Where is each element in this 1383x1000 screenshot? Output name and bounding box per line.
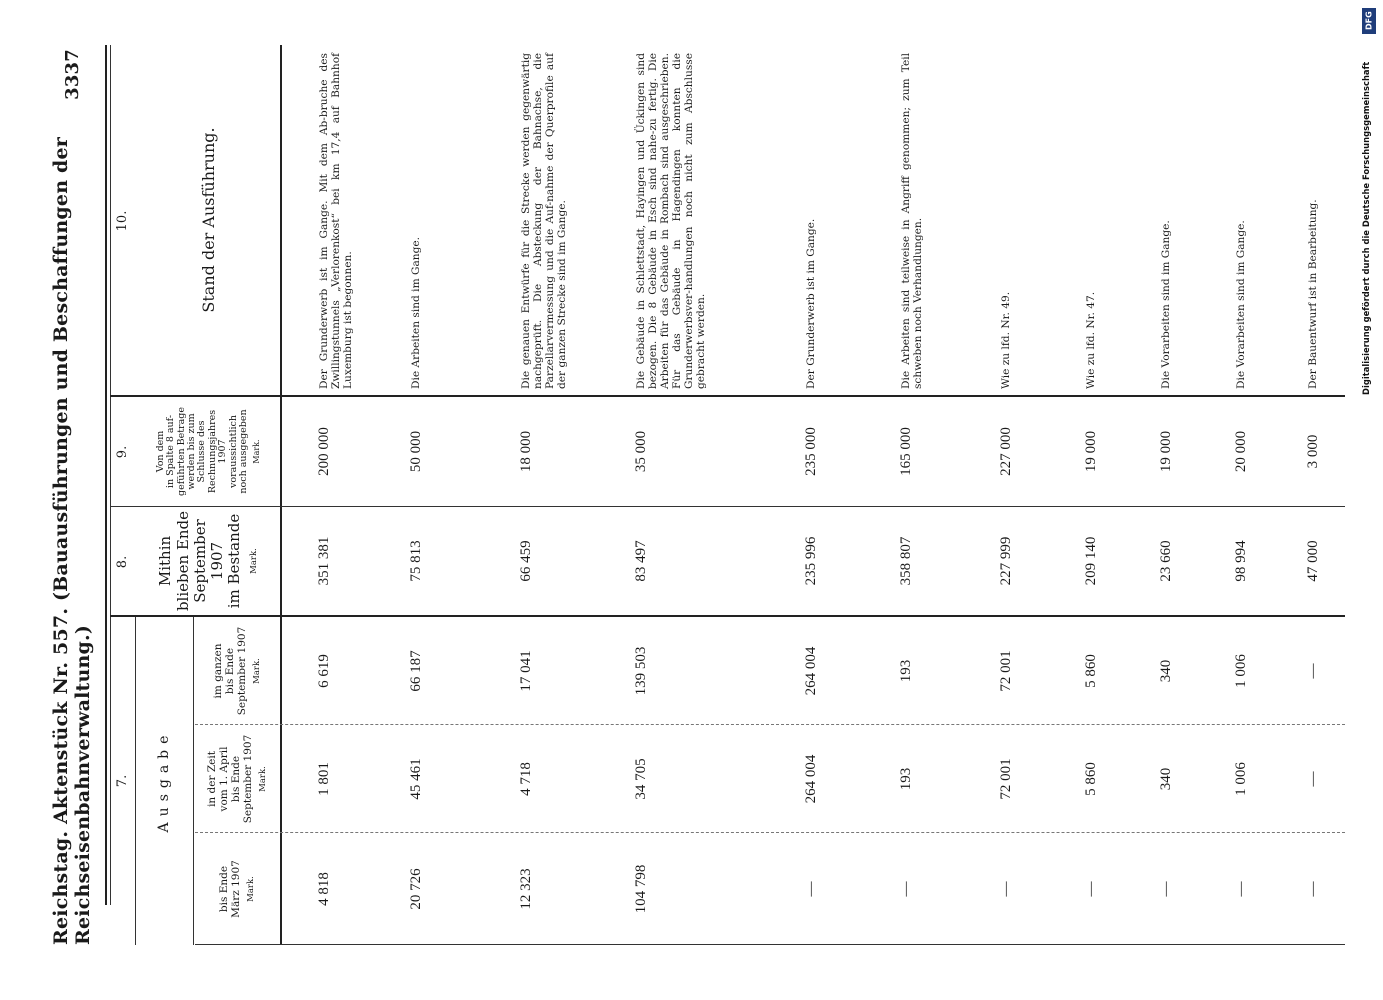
subhead-b-line-3: bis Ende	[230, 755, 243, 803]
col7-number-rule	[135, 617, 136, 945]
subhead-a-line-1: bis Ende	[218, 865, 231, 913]
table-cell-e: 18 000	[518, 430, 534, 473]
subhead-a-line-2: März 1907	[230, 860, 243, 918]
table-cell-b: 4 718	[518, 762, 534, 796]
table-cell-b: 193	[898, 767, 914, 791]
col8-unit: Mark.	[248, 548, 259, 574]
col9-line-6: Rechnungsjahres	[206, 409, 218, 494]
subhead-im-ganzen	[195, 617, 280, 725]
table-cell-d: 75 813	[408, 540, 424, 582]
subhead-c-line-3: September 1907	[236, 626, 249, 716]
col-number-10: 10.	[114, 210, 130, 232]
table-cell-d: 83 497	[633, 540, 649, 582]
table-cell-a: —	[1083, 881, 1099, 897]
table-cell-d: 235 996	[803, 536, 819, 586]
table-cell-e: 20 000	[1233, 430, 1249, 473]
table-cell-b: 45 461	[408, 758, 424, 800]
col8-line-2: blieben Ende	[173, 510, 192, 612]
col9-line-8: voraussichtlich	[227, 415, 239, 488]
table-cell-a: 4 818	[316, 872, 332, 906]
table-cell-a: —	[998, 881, 1014, 897]
table-cell-e: 165 000	[898, 427, 914, 476]
col-number-7: 7.	[114, 774, 130, 788]
table-cell-d: 351 381	[316, 536, 332, 586]
col8-heading	[137, 507, 280, 615]
table-cell-a: 20 726	[408, 868, 424, 910]
table-cell-e: 3 000	[1305, 434, 1321, 469]
ausgabe-heading: Ausgabe	[156, 729, 173, 833]
table-cell-c: 17 041	[518, 650, 534, 692]
subhead-b-line-4: September 1907	[242, 734, 255, 824]
subhead-c-line-1: im ganzen	[212, 643, 225, 699]
table-cell-c: 5 860	[1083, 654, 1099, 688]
page-header	[50, 45, 94, 945]
table-cell-c: 1 006	[1233, 654, 1249, 688]
table-top-rule	[105, 45, 107, 905]
table-cell-stand: Die Arbeiten sind im Gange.	[410, 236, 422, 389]
table-cell-b: 72 001	[998, 758, 1014, 800]
col9-line-9: noch ausgegeben	[238, 409, 250, 494]
table-cell-d: 23 660	[1158, 540, 1174, 582]
col9-line-3: geführten Betrage	[175, 407, 187, 496]
col9-heading	[137, 397, 280, 506]
col10-heading: Stand der Ausführung.	[198, 127, 218, 313]
table-cell-a: 104 798	[633, 864, 649, 914]
table-cell-d: 358 807	[898, 536, 914, 586]
table-cell-a: —	[1233, 881, 1249, 897]
table-cell-a: —	[1158, 881, 1174, 897]
table-cell-c: 72 001	[998, 650, 1014, 692]
table-cell-stand: Der Grunderwerb ist im Gange.	[805, 218, 817, 389]
table-cell-e: 50 000	[408, 430, 424, 473]
table-cell-b: 5 860	[1083, 762, 1099, 796]
subhead-a-unit: Mark.	[246, 876, 257, 902]
table-cell-c: —	[1305, 663, 1321, 679]
table-cell-b: 1 006	[1233, 762, 1249, 796]
table-cell-c: 66 187	[408, 650, 424, 692]
table-cell-e: 200 000	[316, 427, 332, 476]
table-cell-stand: Wie zu lfd. Nr. 49.	[1000, 291, 1012, 389]
col-number-9: 9.	[114, 445, 130, 459]
table-cell-d: 209 140	[1083, 536, 1099, 586]
table-cell-d: 66 459	[518, 540, 534, 582]
table-cell-b: 264 004	[803, 754, 819, 804]
table-cell-e: 19 000	[1158, 430, 1174, 473]
subhead-b-line-1: in der Zeit	[205, 751, 218, 807]
col9-line-4: werden bis zum	[185, 413, 197, 490]
rotated-document-page	[50, 45, 1345, 945]
table-cell-stand: Die Arbeiten sind teilweise in Angriff genommen; zum Teil schweben noch Verhandlungen.	[900, 53, 924, 389]
table-cell-c: 139 503	[633, 646, 649, 696]
col8-line-5: im Bestande	[225, 513, 244, 609]
table-cell-stand: Der Grunderwerb ist im Gange. Mit dem Ab-bruche des Zwillingstunnels „Verlorenkost“ bei km 17,4 auf Bahnhof Luxemburg ist begonnen.	[318, 53, 354, 389]
table-cell-a: —	[803, 881, 819, 897]
subhead-c-unit: Mark.	[252, 658, 263, 684]
table-cell-e: 227 000	[998, 427, 1014, 476]
table-cell-b: —	[1305, 771, 1321, 787]
header-bottom-rule	[280, 45, 282, 945]
table-cell-e: 35 000	[633, 430, 649, 473]
subhead-b-line-2: vom 1. April	[218, 746, 231, 812]
table-cell-c: 6 619	[316, 654, 332, 688]
table-cell-b: 34 705	[633, 758, 649, 800]
col9-line-5: Schlusse des	[196, 420, 208, 483]
table-cell-e: 235 000	[803, 427, 819, 476]
digitization-sidebar	[1355, 0, 1383, 1000]
table-cell-stand: Wie zu lfd. Nr. 47.	[1085, 291, 1097, 389]
table-cell-stand: Der Bauentwurf ist in Bearbeitung.	[1307, 199, 1319, 389]
col-number-8: 8.	[114, 555, 130, 569]
table-cell-a: —	[1305, 881, 1321, 897]
digitization-credit: Digitalisierung gefördert durch die Deutsche Forschungsgemeinschaft	[1361, 61, 1371, 395]
table-cell-stand: Die Vorarbeiten sind im Gange.	[1235, 220, 1247, 389]
table-cell-c: 340	[1158, 659, 1174, 683]
ausgabe-rule	[193, 617, 194, 945]
subhead-bis-maerz	[195, 833, 280, 945]
page-number: 3337	[61, 49, 83, 100]
col9-line-2: in Spalte 8 auf-	[165, 414, 177, 489]
table-cell-b: 1 801	[316, 762, 332, 796]
table-cell-a: 12 323	[518, 868, 534, 910]
col9-line-7: 1907	[217, 439, 229, 464]
col8-line-4: 1907	[208, 541, 227, 581]
table-cell-stand: Die genauen Entwürfe für die Strecke werden gegenwärtig nachgeprüft. Die Absteckung der Bahnachse, die Parzellarvermessung und die Auf-nahme der Querprofile auf der ganzen Strecke sind im Gange.	[520, 53, 568, 389]
subhead-april-september	[195, 725, 280, 833]
dfg-logo: DFG	[1362, 8, 1376, 34]
col8-line-3: September	[190, 519, 209, 603]
table-cell-b: 340	[1158, 767, 1174, 791]
col9-unit: Mark.	[251, 439, 261, 464]
table-cell-c: 264 004	[803, 646, 819, 696]
subhead-c-line-2: bis Ende	[224, 647, 237, 695]
col8-line-1: Mithin	[156, 535, 175, 587]
table-cell-a: —	[898, 881, 914, 897]
table-cell-stand: Die Vorarbeiten sind im Gange.	[1160, 220, 1172, 389]
table-cell-d: 47 000	[1305, 540, 1321, 582]
subhead-b-unit: Mark.	[258, 766, 269, 792]
table-cell-e: 19 000	[1083, 430, 1099, 473]
col9-line-1: Von dem	[154, 430, 166, 473]
table-cell-d: 227 999	[998, 536, 1014, 586]
table-cell-d: 98 994	[1233, 540, 1249, 582]
table-cell-c: 193	[898, 659, 914, 683]
page-header-title: Reichstag. Aktenstück Nr. 557. (Bauausführungen und Beschaffungen der Reichseisenbahnverwaltung.)	[50, 136, 94, 945]
table-cell-stand: Die Gebäude in Schlettstadt, Hayingen und Ückingen sind bezogen. Die 8 Gebäude in Esch sind nahe-zu fertig. Die Arbeiten für das Gebäude in Rombach sind ausgeschrieben. Für das Gebäude in Hagendingen konnten die Grunderwerbsver-handlungen noch nicht zum Abschlusse gebracht werden.	[635, 53, 707, 389]
